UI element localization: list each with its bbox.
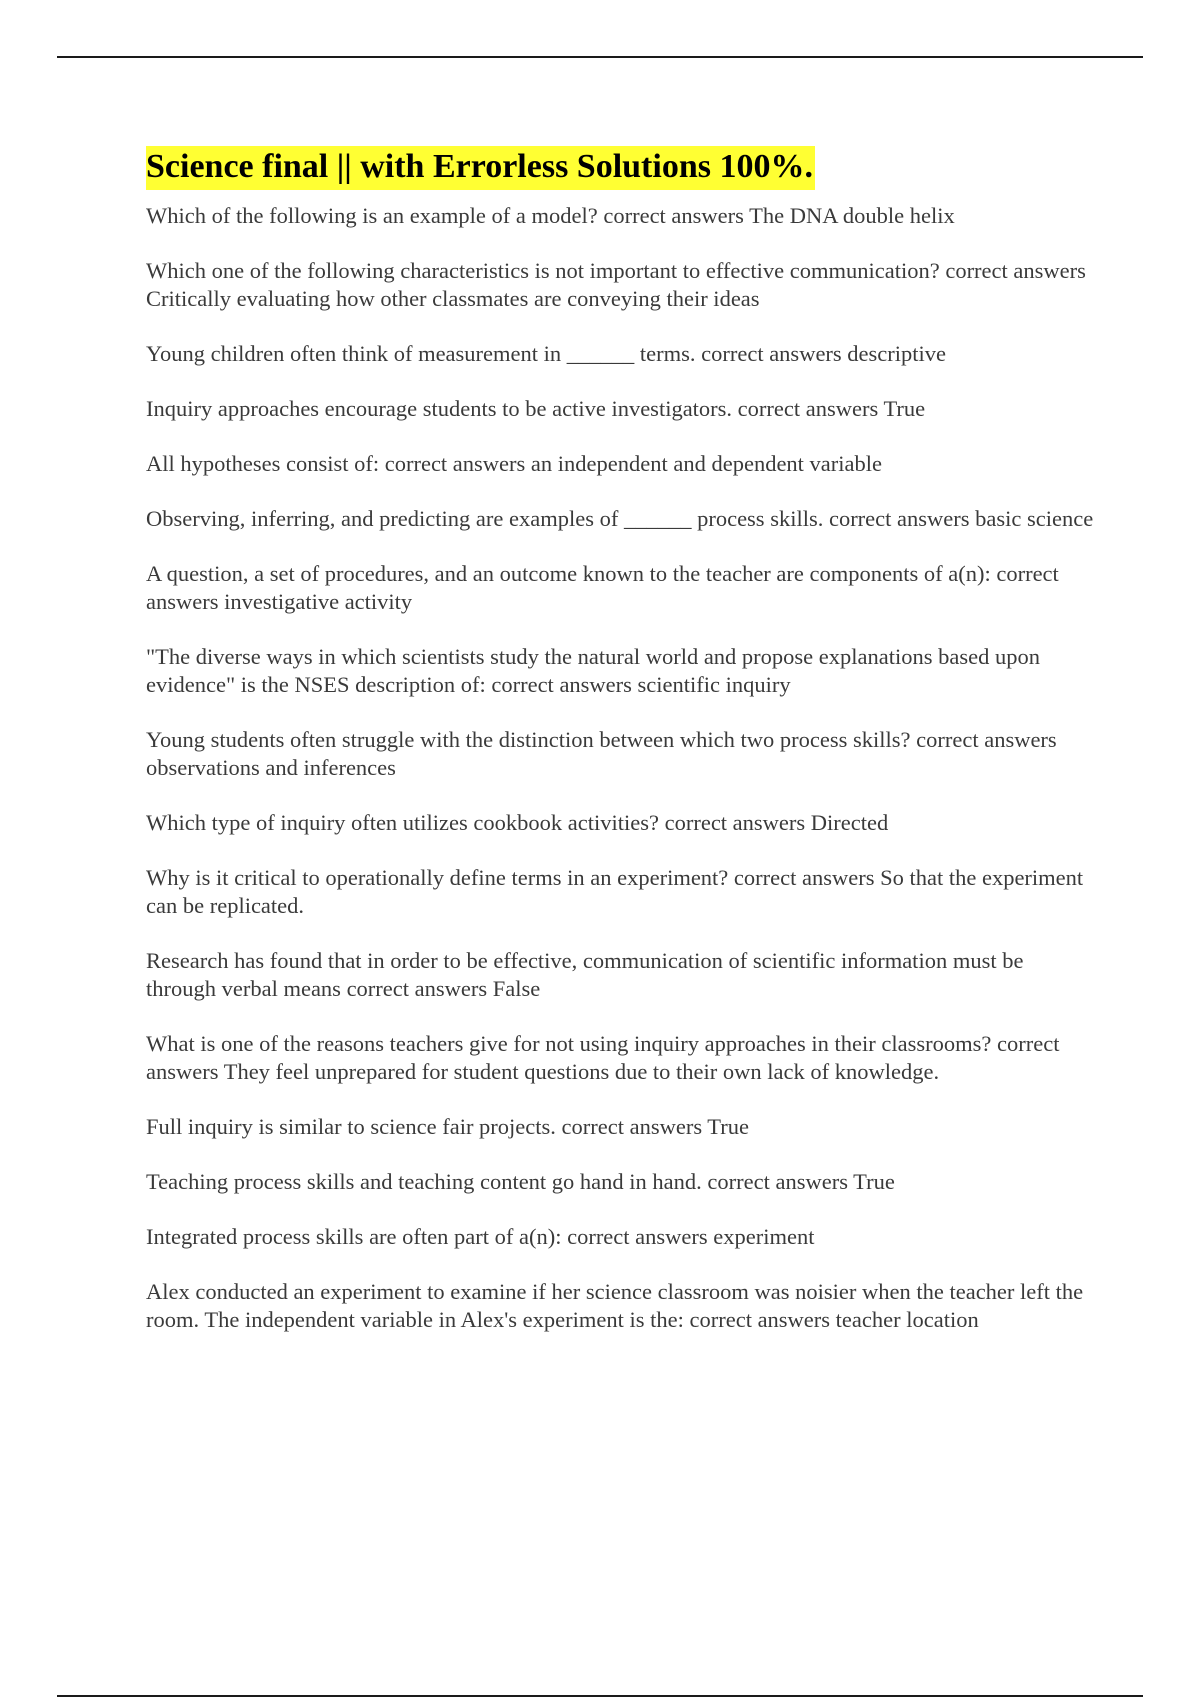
qa-item: Young students often struggle with the distinction between which two process skills? correct answers observations and inferences: [146, 727, 1057, 780]
qa-item: Why is it critical to operationally define terms in an experiment? correct answers So that the experiment can be replicated.: [146, 865, 1084, 918]
document-body: [146, 146, 1096, 1361]
qa-item: Inquiry approaches encourage students to be active investigators. correct answers True: [146, 396, 926, 421]
bottom-rule: [57, 1695, 1143, 1697]
qa-item: Which of the following is an example of a model? correct answers The DNA double helix: [146, 203, 955, 228]
qa-item: All hypotheses consist of: correct answers an independent and dependent variable: [146, 451, 883, 476]
qa-item: Integrated process skills are often part of a(n): correct answers experiment: [146, 1224, 815, 1249]
top-rule: [57, 56, 1143, 58]
qa-item: Which type of inquiry often utilizes cookbook activities? correct answers Directed: [146, 810, 889, 835]
qa-item: Alex conducted an experiment to examine if her science classroom was noisier when the teacher left the room. The independent variable in Alex's experiment is the: correct answers teacher location: [146, 1279, 1084, 1332]
document-title: Science final || with Errorless Solutions 100%.: [146, 146, 815, 190]
qa-item: Full inquiry is similar to science fair projects. correct answers True: [146, 1114, 749, 1139]
qa-item: What is one of the reasons teachers give for not using inquiry approaches in their classrooms? correct answers They feel unprepared for student questions due to their own lack of knowledge.: [146, 1031, 1060, 1084]
qa-item: "The diverse ways in which scientists study the natural world and propose explanations based upon evidence" is the NSES description of: correct answers scientific inquiry: [146, 644, 1040, 697]
qa-item: A question, a set of procedures, and an outcome known to the teacher are components of a(n): correct answers investigative activity: [146, 561, 1059, 614]
qa-item: Teaching process skills and teaching content go hand in hand. correct answers True: [146, 1169, 895, 1194]
qa-item: Research has found that in order to be effective, communication of scientific information must be through verbal means correct answers False: [146, 948, 1024, 1001]
qa-item: Observing, inferring, and predicting are examples of ______ process skills. correct answers basic science: [146, 506, 1094, 531]
qa-item: Young children often think of measurement in ______ terms. correct answers descriptive: [146, 341, 947, 366]
qa-item: Which one of the following characteristics is not important to effective communication? correct answers Critically evaluating how other classmates are conveying their ideas: [146, 258, 1086, 311]
